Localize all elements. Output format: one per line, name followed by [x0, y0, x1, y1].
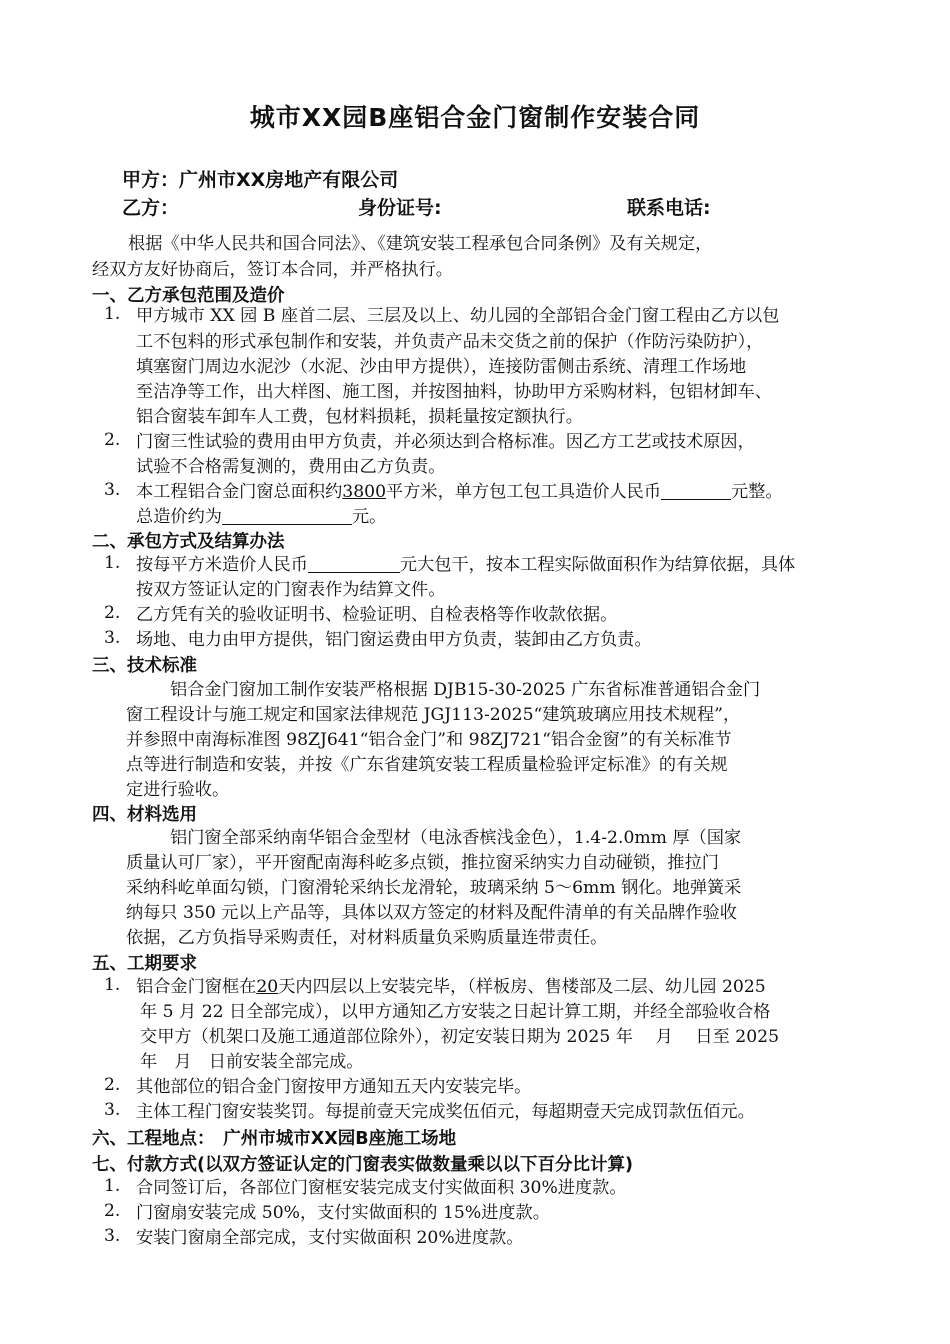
section-heading: 四、材料选用	[92, 805, 197, 825]
total-price-blank	[222, 506, 352, 525]
item-number: 1.	[104, 975, 121, 995]
unit-price-blank	[661, 481, 731, 500]
clause-text: 按每平方米造价人民币	[136, 555, 308, 575]
clause-line	[136, 505, 386, 529]
section-heading: 三、技术标准	[92, 656, 197, 676]
clause-line: 甲方城市 XX 园 B 座首二层、三层及以上、幼儿园的全部铝合金门窗工程由乙方以包	[136, 306, 780, 326]
item-number: 2.	[104, 603, 121, 623]
clause-line: 按双方签证认定的门窗表作为结算文件。	[136, 580, 446, 600]
section-heading: 七、付款方式(以双方签证认定的门窗表实做数量乘以以下百分比计算)	[92, 1155, 633, 1175]
clause-line	[136, 480, 783, 504]
item-number: 2.	[104, 430, 121, 450]
clause-line: 质量认可厂家），平开窗配南海科屹多点锁，推拉窗采纳实力自动碰锁，推拉门	[126, 853, 719, 873]
item-number: 1.	[104, 304, 121, 324]
clause-text: 铝合金门窗框在	[136, 977, 257, 997]
party-a: 甲方：广州市XX房地产有限公司	[122, 169, 399, 191]
id-number-label: 身份证号:	[358, 197, 442, 219]
clause-line: 安装门窗扇全部完成，支付实做面积 20%进度款。	[136, 1228, 524, 1248]
clause-text: 天内四层以上安装完毕，（样板房、售楼部及二层、幼儿园 2025	[278, 977, 766, 997]
clause-line: 交甲方（机架口及施工通道部位除外），初定安装日期为 2025 年 月 日至 2025	[140, 1027, 780, 1047]
area-value: 3800	[342, 482, 387, 502]
intro-line: 经双方友好协商后，签订本合同，并严格执行。	[92, 260, 453, 280]
item-number: 3.	[104, 1226, 121, 1246]
clause-line: 主体工程门窗安装奖罚。每提前壹天完成奖伍佰元，每超期壹天完成罚款伍佰元。	[136, 1102, 755, 1122]
clause-text: 总造价约为	[136, 507, 222, 527]
clause-line: 工不包料的形式承包制作和安装，并负责产品未交货之前的保护（作防污染防护），	[136, 332, 764, 352]
clause-line: 并参照中南海标准图 98ZJ641“铝合金门”和 98ZJ721“铝合金窗”的有关标准节	[126, 730, 732, 750]
section-heading: 二、承包方式及结算办法	[92, 532, 285, 552]
clause-line: 试验不合格需复测的，费用由乙方负责。	[136, 457, 446, 477]
phone-label: 联系电话:	[627, 197, 711, 219]
section-heading: 五、工期要求	[92, 954, 197, 974]
item-number: 1.	[104, 553, 121, 573]
item-number: 1.	[104, 1176, 121, 1196]
clause-line: 填塞窗门周边水泥沙（水泥、沙由甲方提供），连接防雷侧击系统、清理工作场地	[136, 357, 747, 377]
section-heading: 六、工程地点： 广州市城市XX园B座施工场地	[92, 1129, 457, 1149]
clause-line: 年 月 日前安装全部完成。	[140, 1052, 364, 1072]
item-number: 3.	[104, 628, 121, 648]
clause-line: 窗工程设计与施工规定和国家法律规范 JGJ113-2025“建筑玻璃应用技术规程”，	[126, 705, 741, 725]
clause-line: 年 5 月 22 日全部完成），以甲方通知乙方安装之日起计算工期，并经全部验收合格	[140, 1002, 771, 1022]
clause-text: 平方米，单方包工包工具造价人民币	[386, 482, 662, 502]
clause-line: 至洁净等工作，出大样图、施工图，并按图抽料，协助甲方采购材料，包铝材卸车、	[136, 382, 772, 402]
party-b-label: 乙方：	[122, 197, 180, 219]
item-number: 2.	[104, 1201, 121, 1221]
clause-line: 铝合窗装车卸车人工费，包材料损耗，损耗量按定额执行。	[136, 407, 583, 427]
clause-line: 采纳科屹单面勾锁，门窗滑轮采纳长龙滑轮，玻璃采纳 5～6mm 钢化。地弹簧采	[126, 878, 742, 898]
item-number: 2.	[104, 1075, 121, 1095]
clause-line: 合同签订后，各部位门窗框安装完成支付实做面积 30%进度款。	[136, 1178, 627, 1198]
clause-text: 元。	[351, 507, 387, 527]
clause-line: 其他部位的铝合金门窗按甲方通知五天内安装完毕。	[136, 1077, 532, 1097]
item-number: 3.	[104, 480, 121, 500]
clause-line: 依据，乙方负指导采购责任，对材料质量负采购质量连带责任。	[126, 928, 608, 948]
clause-line: 场地、电力由甲方提供，铝门窗运费由甲方负责，装卸由乙方负责。	[136, 630, 652, 650]
clause-text: 元大包干，按本工程实际做面积作为结算依据，具体	[399, 555, 796, 575]
clause-line	[136, 553, 795, 577]
clause-line: 门窗扇安装完成 50%，支付实做面积的 15%进度款。	[136, 1203, 550, 1223]
section-heading: 一、乙方承包范围及造价	[92, 286, 285, 306]
item-number: 3.	[104, 1100, 121, 1120]
days-value: 20	[256, 977, 279, 997]
clause-line: 铝合金门窗加工制作安装严格根据 DJB15-30-2025 广东省标准普通铝合金门	[170, 680, 761, 700]
clause-line: 纳每只 350 元以上产品等，具体以双方签定的材料及配件清单的有关品牌作验收	[126, 903, 737, 923]
clause-line	[136, 975, 766, 999]
contract-title: 城市XX园B座铝合金门窗制作安装合同	[249, 103, 701, 132]
clause-text: 本工程铝合金门窗总面积约	[136, 482, 343, 502]
clause-line: 点等进行制造和安装，并按《广东省建筑安装工程质量检验评定标准》的有关规	[126, 755, 728, 775]
clause-line: 定进行验收。	[126, 780, 230, 800]
clause-line: 门窗三性试验的费用由甲方负责，并必须达到合格标准。因乙方工艺或技术原因，	[136, 432, 755, 452]
clause-line: 铝门窗全部采纳南华铝合金型材（电泳香槟浅金色），1.4-2.0mm 厚（国家	[170, 828, 742, 848]
intro-line: 根据《中华人民共和国合同法》、《建筑安装工程承包合同条例》及有关规定，	[128, 234, 713, 254]
clause-line: 乙方凭有关的验收证明书、检验证明、自检表格等作收款依据。	[136, 605, 618, 625]
sqm-price-blank	[308, 554, 400, 573]
clause-text: 元整。	[731, 482, 783, 502]
